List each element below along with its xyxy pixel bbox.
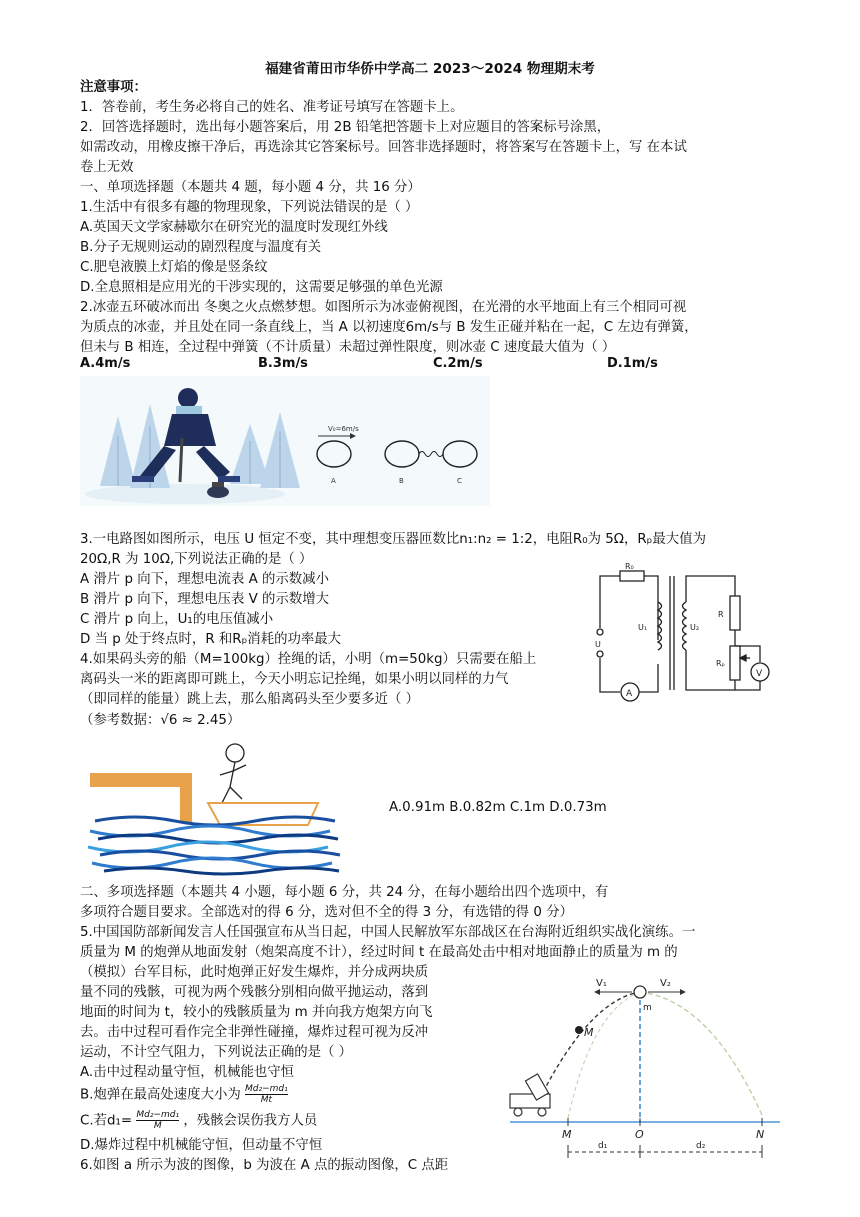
- question-6-stem: 6.如图 a 所示为波的图像，b 为波在 A 点的振动图像，C 点距: [80, 1158, 449, 1173]
- dock-boat-figure: [80, 735, 380, 880]
- option-d: D.全息照相是应用光的干涉实现的，这需要足够强的单色光源: [80, 280, 443, 295]
- label-d2: d₂: [696, 1141, 706, 1151]
- label-r: R: [718, 610, 724, 619]
- question-stem: 1.生活中有很多有趣的物理现象，下列说法错误的是（ ）: [80, 200, 419, 215]
- label-u1: U₁: [638, 623, 648, 632]
- question-line: 地面的时间为 t，较小的残骸质量为 m 并向我方炮架方向飞: [80, 1005, 433, 1020]
- option-c: C.2m/s: [433, 356, 483, 371]
- reference-data: （参考数据：√6 ≈ 2.45）: [80, 713, 241, 728]
- label-d1: d₁: [598, 1141, 608, 1151]
- notice-item: 1．答卷前，考生务必将自己的姓名、准考证号填写在答题卡上。: [80, 100, 464, 115]
- label-N: N: [756, 1128, 765, 1141]
- ammeter-label: A: [626, 689, 633, 699]
- label-M-point: M: [562, 1128, 572, 1141]
- option-d: D.爆炸过程中机械能守恒，但动量不守恒: [80, 1138, 323, 1153]
- option-b-text: B.炮弹在最高处速度大小为: [80, 1087, 241, 1103]
- option-d: D.1m/s: [607, 356, 658, 371]
- option-b: B.3m/s: [258, 356, 308, 371]
- fraction: [245, 1084, 288, 1105]
- label-m: m: [643, 1003, 652, 1013]
- label-O: O: [635, 1128, 644, 1141]
- question-line: 运动，不计空气阻力，下列说法正确的是（ ）: [80, 1045, 353, 1060]
- label-a: A: [331, 477, 336, 485]
- question-line: （即同样的能量）跳上去，那么船离码头至少要多近（ ）: [80, 692, 420, 707]
- question-line: 2.冰壶五环破冰而出 冬奥之火点燃梦想。如图所示为冰壶俯视图，在光滑的水平地面上有三个相同可视: [80, 300, 687, 315]
- label-b: B: [399, 477, 404, 485]
- option-b: B 滑片 p 向下，理想电压表 V 的示数增大: [80, 592, 329, 607]
- voltmeter-label: V: [756, 669, 763, 679]
- fraction-numerator: Md₂−md₁: [245, 1084, 288, 1094]
- option-c-text: C.若d₁=: [80, 1113, 133, 1129]
- section2-line: 多项符合题目要求。全部选对的得 6 分，选对但不全的得 3 分，有选错的得 0 分）: [80, 905, 573, 920]
- question-line: 质量为 M 的炮弹从地面发射（炮架高度不计），经过时间 t 在最高处击中相对地面静止的质量为 m 的: [80, 945, 678, 960]
- fraction: [136, 1110, 179, 1131]
- label-v2: V₂: [660, 978, 671, 989]
- option-a: A.英国天文学家赫歇尔在研究光的温度时发现红外线: [80, 220, 388, 235]
- section1-heading: 一、单项选择题（本题共 4 题，每小题 4 分，共 16 分）: [80, 180, 421, 195]
- question-line: 20Ω,R 为 10Ω,下列说法正确的是（ ）: [80, 552, 313, 567]
- notice-item: 如需改动，用橡皮擦干净后，再选涂其它答案标号。回答非选择题时，将答案写在答题卡上，写 在本试: [80, 140, 687, 155]
- velocity-label: V₀=6m/s: [328, 425, 359, 433]
- option-d: D 当 p 处于终点时，R 和Rₚ消耗的功率最大: [80, 632, 342, 647]
- label-rp: Rₚ: [716, 659, 725, 668]
- notice-heading: 注意事项：: [80, 80, 147, 95]
- section2-line: 二、多项选择题（本题共 4 小题，每小题 6 分，共 24 分，在每小题给出四个选项中，有: [80, 885, 609, 900]
- question-line: 5.中国国防部新闻发言人任国强宣布从当日起，中国人民解放军东部战区在台海附近组织实战化演练。一: [80, 925, 696, 940]
- label-u: U: [595, 640, 601, 649]
- notice-item: 2．回答选择题时，选出每小题答案后，用 2B 铅笔把答题卡上对应题目的答案标号涂黑，: [80, 120, 611, 135]
- circuit-figure: [590, 562, 780, 702]
- question-line: 为质点的冰壶，并且处在同一条直线上，当 A 以初速度6m/s与 B 发生正碰并粘在一起，C 左边有弹簧，: [80, 320, 698, 335]
- option-a: A.击中过程动量守恒，机械能也守恒: [80, 1065, 295, 1080]
- option-b: B.分子无规则运动的剧烈程度与温度有关: [80, 240, 322, 255]
- option-a: A.4m/s: [80, 356, 131, 371]
- label-u2: U₂: [690, 623, 700, 632]
- option-c: [80, 1110, 317, 1132]
- curling-figure: [80, 376, 490, 506]
- projectile-figure: [500, 970, 785, 1170]
- question-line: 量不同的残骸，可视为两个残骸分别相向做平抛运动，落到: [80, 985, 429, 1000]
- question-line: 4.如果码头旁的船（M=100kg）拴绳的话，小明（m=50kg）只需要在船上: [80, 652, 537, 667]
- page-title: 福建省莆田市华侨中学高二 2023～2024 物理期末考: [265, 61, 595, 77]
- fraction-numerator: Md₂−md₁: [136, 1110, 180, 1120]
- option-a: A 滑片 p 向下，理想电流表 A 的示数减小: [80, 572, 329, 587]
- question-line: （模拟）台军目标，此时炮弹正好发生爆炸，并分成两块质: [80, 965, 429, 980]
- label-v1: V₁: [596, 978, 607, 989]
- option-c-tail: ，残骸会误伤我方人员: [183, 1113, 318, 1129]
- cannon-illustration: [510, 1074, 550, 1116]
- q4-options: A.0.91m B.0.82m C.1m D.0.73m: [389, 800, 607, 815]
- option-c: C 滑片 p 向上，U₁的电压值减小: [80, 612, 274, 627]
- question-line: 但未与 B 相连，全过程中弹簧（不计质量）未超过弹性限度，则冰壶 C 速度最大值为（ ）: [80, 340, 616, 355]
- label-r0: R₀: [625, 562, 634, 571]
- fraction-denominator: M: [153, 1121, 162, 1131]
- option-c: C.肥皂液膜上灯焰的像是竖条纹: [80, 260, 268, 275]
- question-line: 去。击中过程可看作完全非弹性碰撞，爆炸过程可视为反冲: [80, 1025, 429, 1040]
- label-c: C: [457, 477, 462, 485]
- fraction-denominator: Mt: [260, 1095, 273, 1105]
- label-M-fragment: M: [584, 1026, 594, 1039]
- question-line: 离码头一米的距离即可跳上，今天小明忘记拴绳，如果小明以同样的力气: [80, 672, 509, 687]
- notice-item: 卷上无效: [80, 160, 134, 175]
- option-b: [80, 1084, 288, 1106]
- question-line: 3.一电路图如图所示，电压 U 恒定不变，其中理想变压器匝数比n₁:n₂ = 1:2，电阻R₀为 5Ω，Rₚ最大值为: [80, 532, 706, 547]
